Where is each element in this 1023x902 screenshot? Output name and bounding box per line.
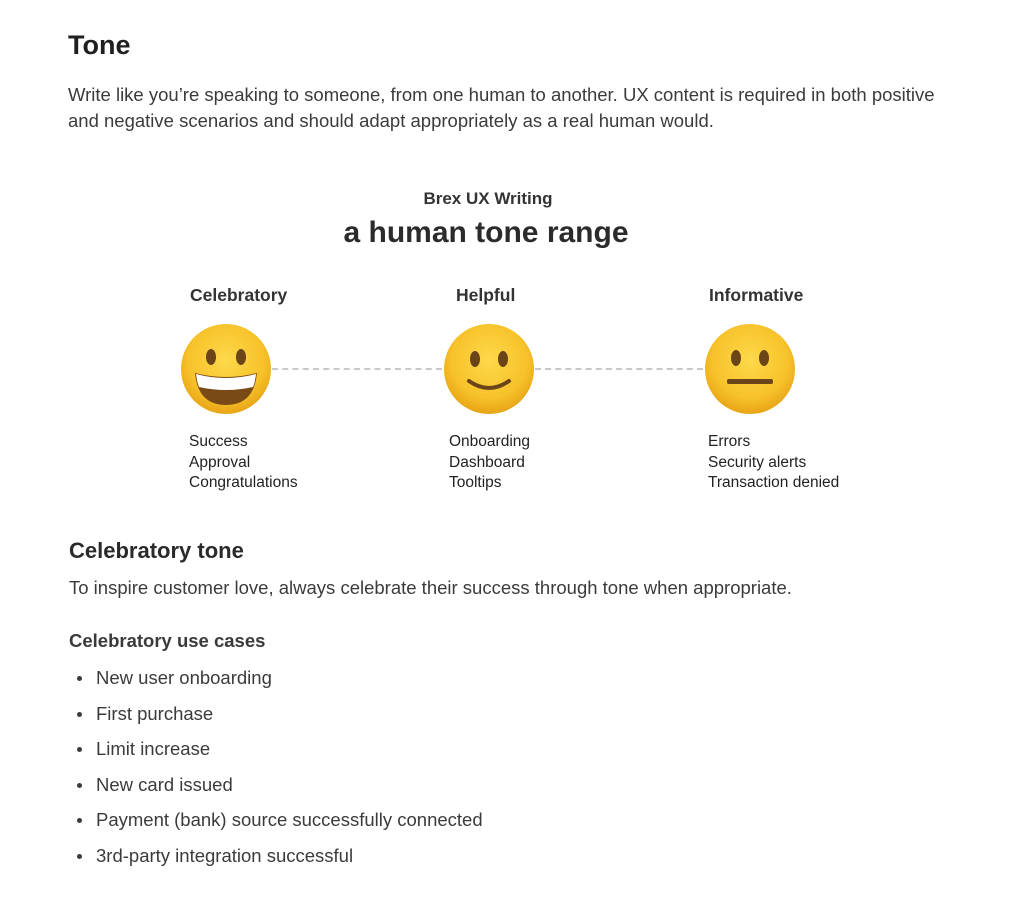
diagram-title: a human tone range [343, 216, 629, 249]
bullet-icon [77, 854, 82, 859]
page-title: Tone [68, 30, 131, 60]
list-item [69, 802, 483, 838]
list-item-text: Payment (bank) source successfully connected [96, 809, 483, 830]
list-item [69, 767, 483, 803]
informative-use-list [708, 432, 839, 494]
list-item-text: 3rd-party integration successful [96, 844, 354, 866]
use-item: Congratulations [189, 474, 298, 491]
helpful-label: Helpful [456, 285, 516, 305]
informative-label: Informative [709, 285, 804, 305]
celebratory-tone-heading: Celebratory tone [69, 538, 244, 563]
use-item: Success [189, 433, 248, 450]
list-item-text: New user onboarding [96, 667, 272, 688]
use-item: Tooltips [449, 474, 502, 491]
celebratory-tone-description: To inspire customer love, always celebrate their success through tone when appropriate. [69, 577, 792, 598]
use-item: Approval [189, 453, 251, 471]
neutral-face-icon [704, 323, 796, 415]
use-item: Onboarding [449, 433, 531, 450]
list-item-text: First purchase [96, 702, 214, 724]
bullet-icon [77, 783, 82, 788]
connector-line-right [535, 368, 703, 370]
use-item: Security alerts [708, 453, 807, 471]
use-item: Errors [708, 433, 751, 450]
diagram-subtitle: Brex UX Writing [423, 189, 553, 208]
celebratory-label: Celebratory [190, 285, 288, 305]
connector-line-left [272, 368, 442, 370]
bullet-icon [77, 747, 82, 752]
slightly-smiling-face-icon [443, 323, 535, 415]
list-item [69, 731, 483, 767]
list-item-text: New card issued [96, 773, 233, 795]
bullet-icon [77, 818, 82, 823]
use-item: Dashboard [449, 453, 525, 471]
intro-paragraph: Write like you’re speaking to someone, from one human to another. UX content is required in both positive and negative scenarios and should adapt appropriately as a real human would. [68, 84, 935, 131]
list-item [69, 660, 483, 696]
celebratory-use-list [189, 432, 298, 494]
bullet-icon [77, 676, 82, 681]
list-item [69, 838, 483, 874]
use-cases-heading: Celebratory use cases [69, 630, 266, 651]
grinning-face-icon [180, 323, 272, 415]
bullet-icon [77, 712, 82, 717]
helpful-use-list [449, 432, 530, 494]
list-item-text: Limit increase [96, 738, 211, 759]
use-item: Transaction denied [708, 474, 840, 491]
use-cases-list [69, 660, 483, 873]
list-item [69, 696, 483, 732]
